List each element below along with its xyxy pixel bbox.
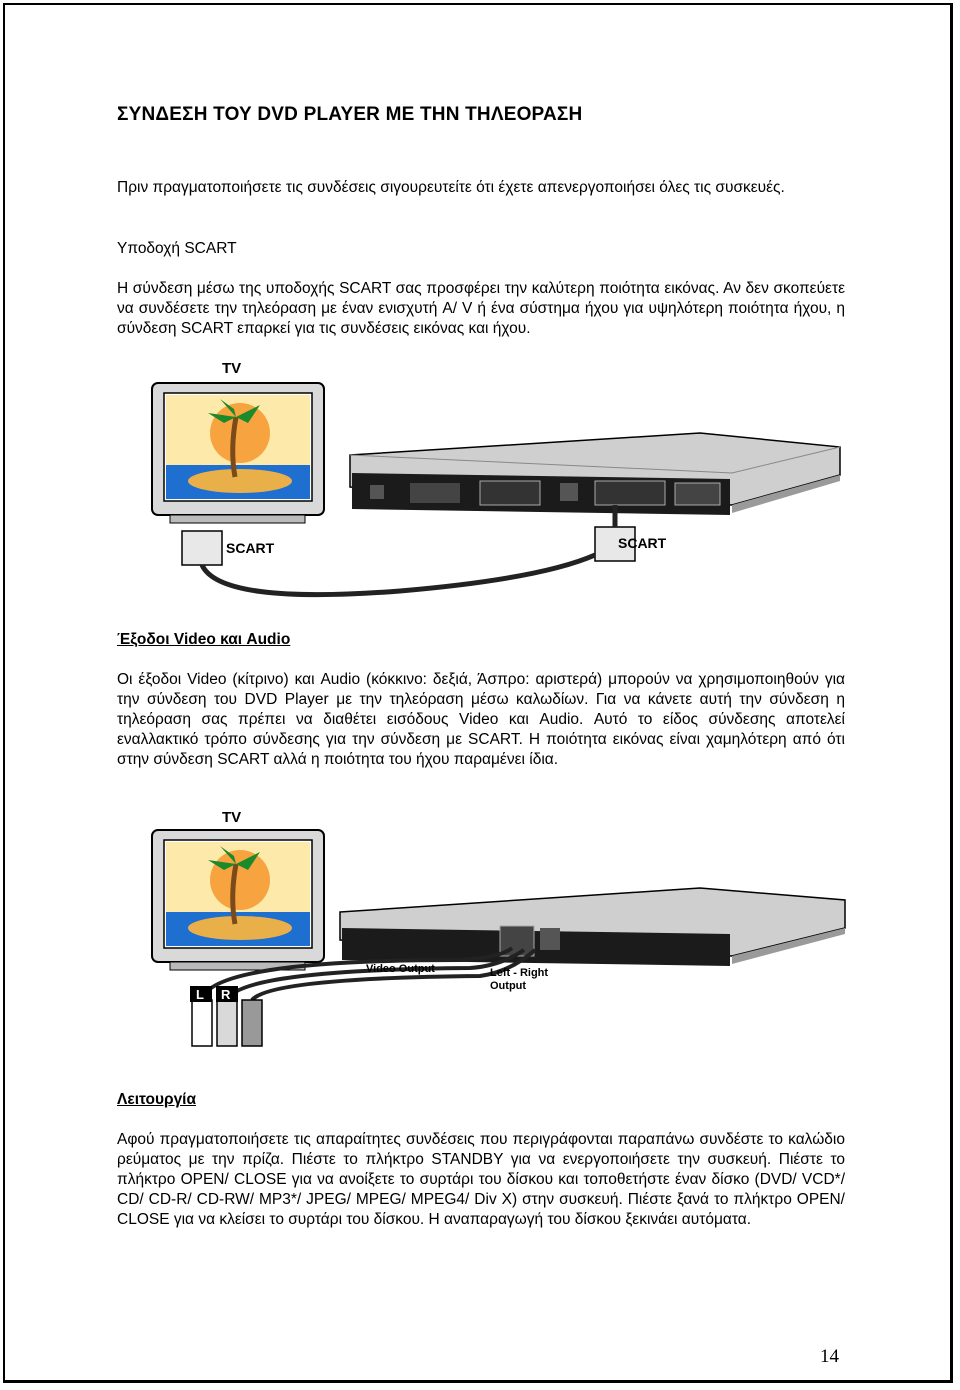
intro-paragraph: Πριν πραγματοποιήσετε τις συνδέσεις σιγουρευτείτε ότι έχετε απενεργοποιήσει όλες τις συσκευές.: [117, 179, 785, 196]
lr-output-label-line2: Output: [490, 980, 527, 992]
tv-illustration-2: [152, 830, 324, 970]
video-output-label: Video Output: [366, 963, 435, 975]
scart-section: [117, 239, 845, 339]
operation-heading: Λειτουργία: [117, 1091, 197, 1108]
plug-l-label: L: [196, 987, 204, 1002]
tv-illustration: [152, 383, 324, 523]
operation-section: [117, 1090, 845, 1230]
scart-paragraph: Η σύνδεση μέσω της υποδοχής SCART σας προσφέρει την καλύτερη ποιότητα εικόνας. Αν δεν σκοπεύετε να συνδέσετε την τηλεόραση με έναν ενισχυτή A/ V ή ένα σύστημα ήχου για υψηλότερη ποιότητα ήχου, η σύνδεση SCART επαρκεί για τις συνδέσεις εικόνας και ήχου.: [117, 280, 845, 337]
av-connection-figure: [140, 800, 860, 1060]
right-scart-label: SCART: [618, 535, 667, 551]
lr-output-label-line1: Left - Right: [490, 967, 549, 979]
scart-heading: Υποδοχή SCART: [117, 240, 237, 257]
dvd-player-illustration-2: [340, 888, 845, 966]
scart-connection-figure: [140, 355, 860, 610]
intro-section: [117, 178, 845, 198]
figure-tv-label: TV: [222, 360, 242, 377]
av-section: [117, 630, 845, 770]
left-scart-label: SCART: [226, 540, 275, 556]
page-number: 14: [820, 1346, 839, 1367]
av-heading: Έξοδοι Video και Audio: [117, 631, 291, 648]
av-figure-tv-label: TV: [222, 809, 242, 826]
plug-r-label: R: [221, 987, 231, 1002]
operation-paragraph: Αφού πραγματοποιήσετε τις απαραίτητες συνδέσεις που περιγράφονται παραπάνω συνδέστε το καλώδιο ρεύματος με την πρίζα. Πιέστε το πλήκτρο STANDBY για να ενεργοποιήσετε την συσκευή. Πιέστε το πλήκτρο OPEN/ CLOSE για να ανοίξετε το συρτάρι του δίσκου και τοποθετήστε έναν δίσκο (DVD/ VCD*/ CD/ CD-R/ CD-RW/ MP3*/ JPEG/ MPEG/ MPEG4/ Div X) στην συσκευή. Πιέστε ξανά το πλήκτρο OPEN/ CLOSE για να κλείσει το συρτάρι του δίσκου. Η αναπαραγωγή του δίσκου ξεκινάει αυτόματα.: [117, 1131, 845, 1228]
page-title: ΣΥΝΔΕΣΗ ΤΟΥ DVD PLAYER ΜΕ ΤΗΝ ΤΗΛΕΟΡΑΣΗ: [117, 104, 583, 125]
dvd-player-illustration: [350, 433, 840, 515]
av-paragraph: Οι έξοδοι Video (κίτρινο) και Audio (κόκκινο: δεξιά, Άσπρο: αριστερά) μπορούν να χρησιμοποιηθούν για την σύνδεση του DVD Player με την τηλεόραση μέσω καλωδίων. Για να κάνετε αυτή την σύνδεση η τηλεόραση σας πρέπει να διαθέτει εισόδους Video και Audio. Αυτό το είδος σύνδεσης αποτελεί εναλλακτικό τρόπο σύνδεσης για την σύνδεση με SCART. Η ποιότητα εικόνας είναι χαμηλότερη από ότι στην σύνδεση SCART αλλά η ποιότητα του ήχου παραμένει ίδια.: [117, 671, 845, 768]
